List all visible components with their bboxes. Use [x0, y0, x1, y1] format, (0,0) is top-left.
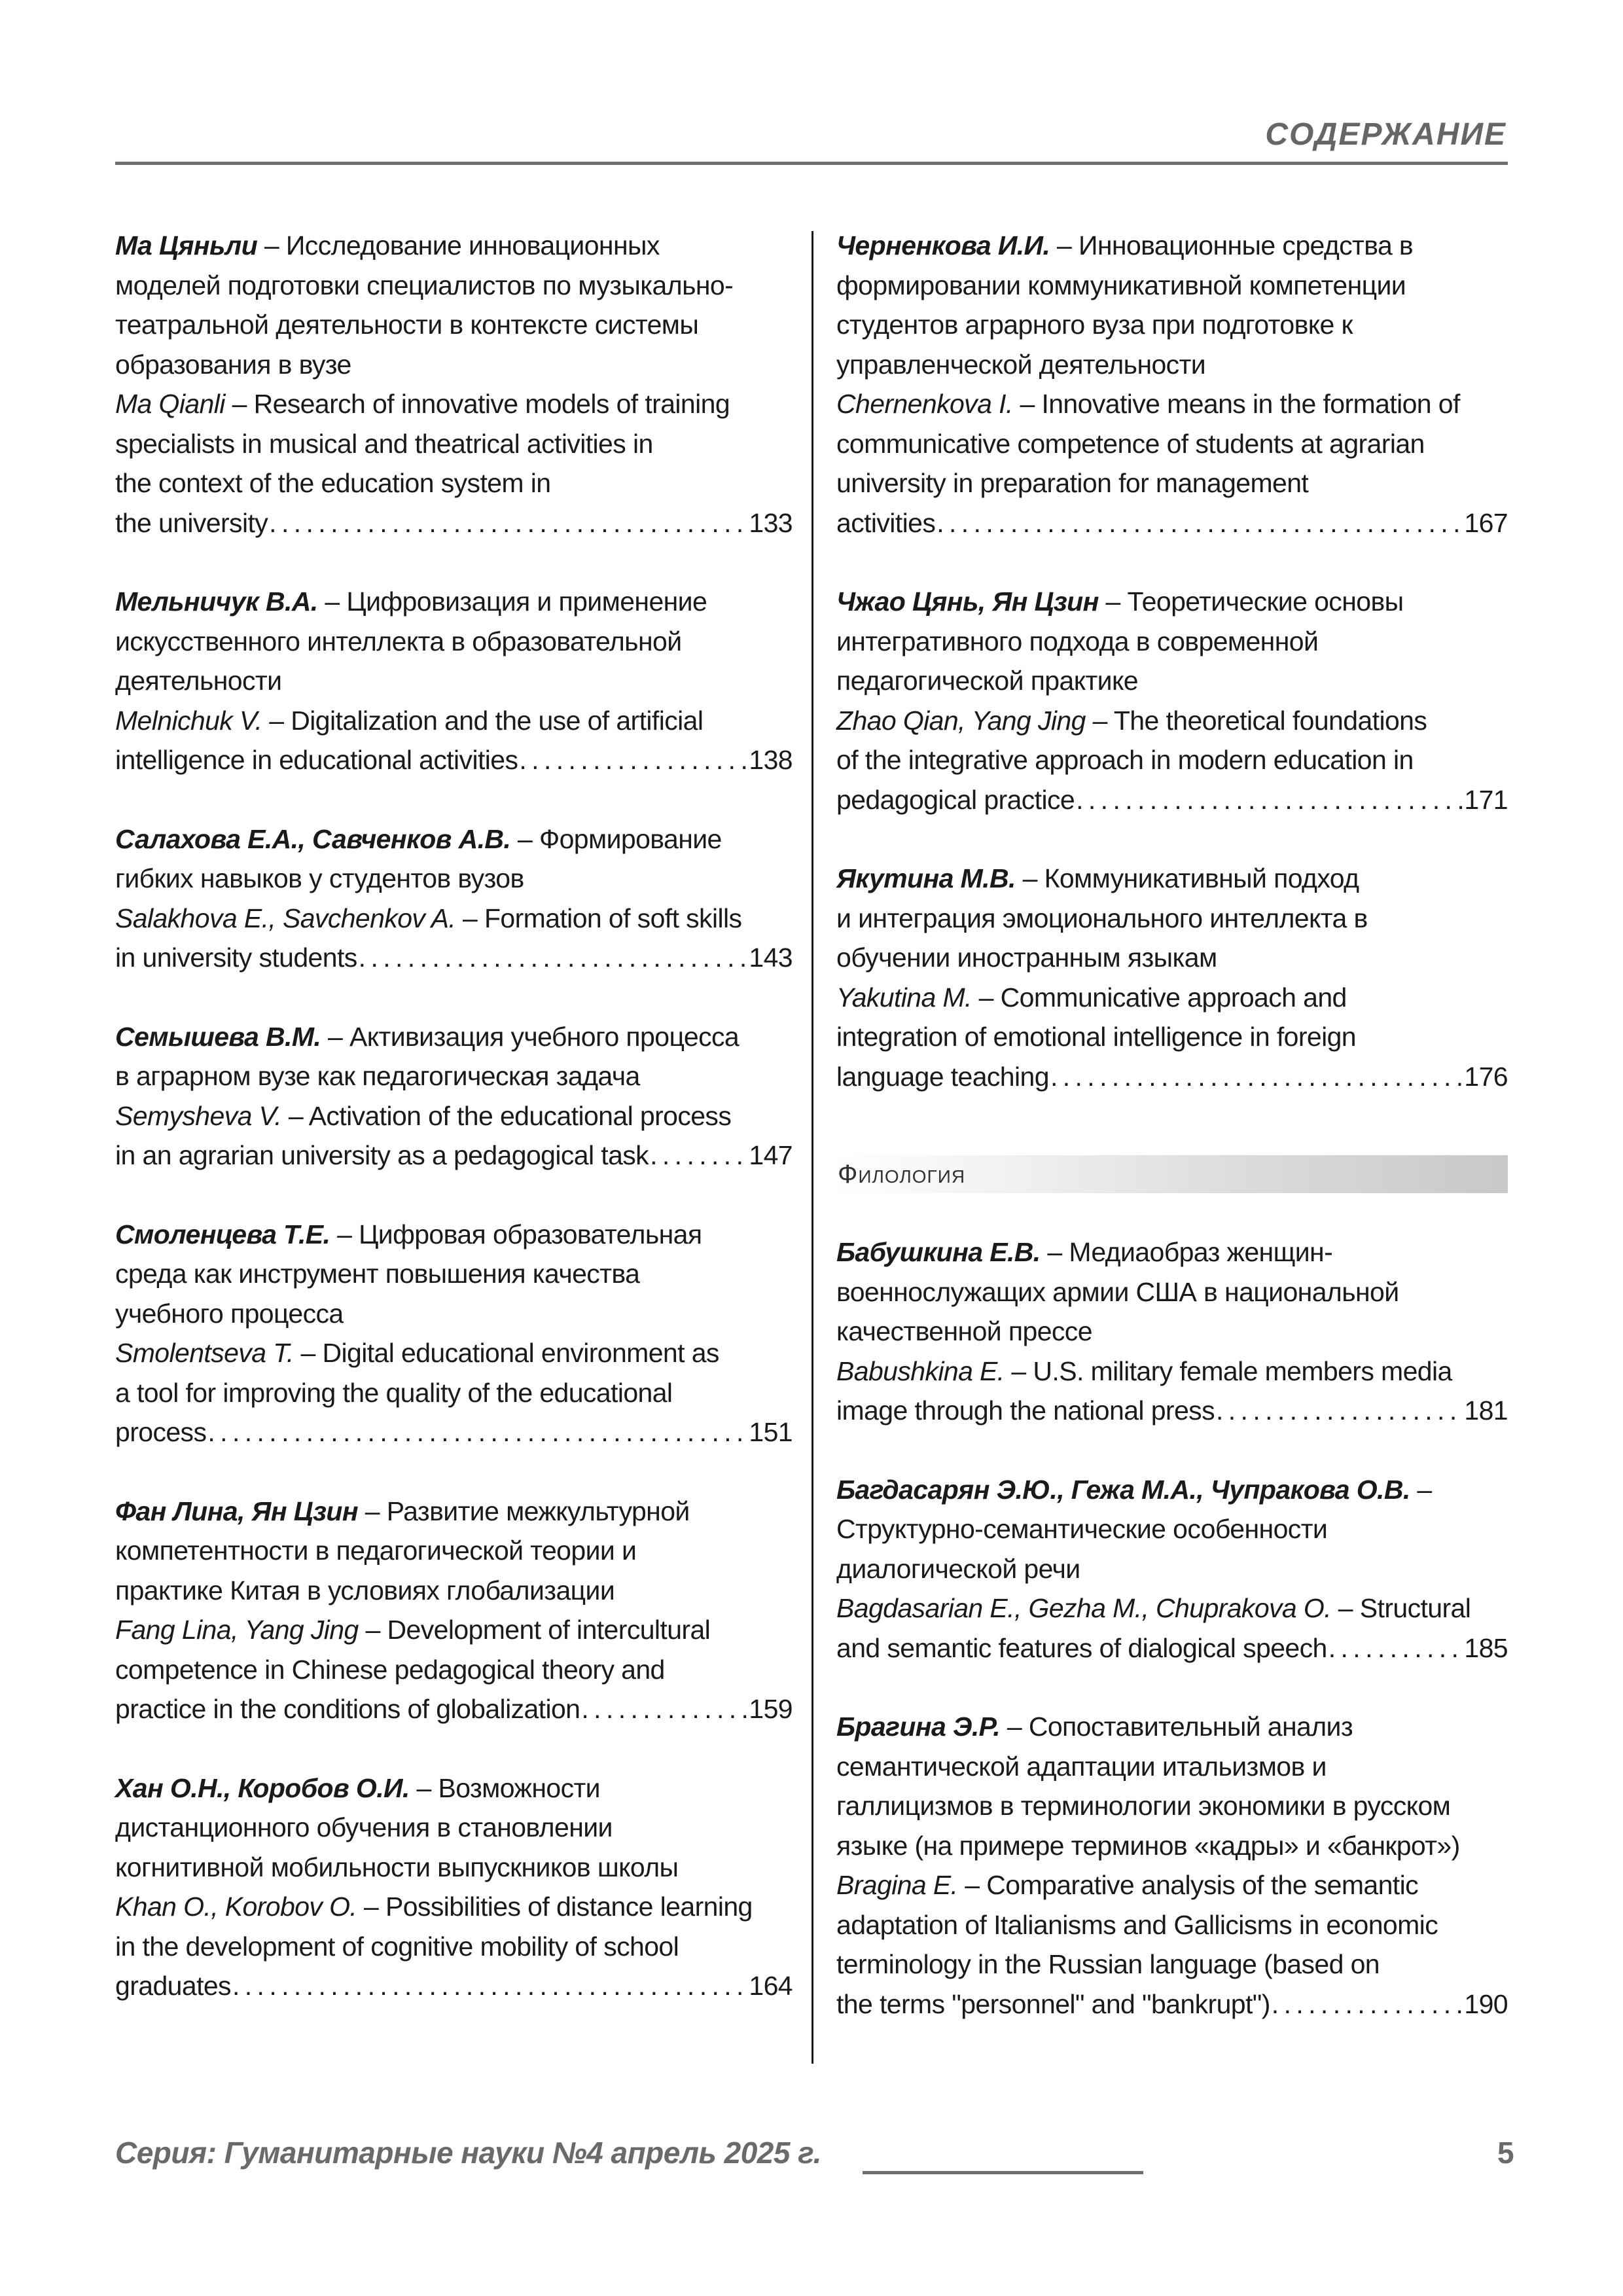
author-en: Babushkina E.	[836, 1355, 1005, 1386]
leader-dots	[1050, 1057, 1463, 1097]
title-ru-line	[115, 1808, 793, 1848]
leader-dots	[269, 503, 747, 543]
footer-series: Серия: Гуманитарные науки №4 апрель 2025 г.	[115, 2136, 821, 2170]
title-en-text: activities	[836, 507, 936, 538]
title-ru-line	[115, 1492, 793, 1532]
title-ru-text: – Медиаобраз женщин-	[1040, 1237, 1333, 1267]
title-en-line	[836, 1945, 1508, 1984]
toc-last-line	[115, 1689, 793, 1729]
author-ru: Бабушкина Е.В.	[836, 1237, 1041, 1267]
section-header-philology	[831, 1155, 1508, 1193]
page-number: 5	[1497, 2136, 1514, 2170]
title-en-text: – Development of intercultural	[358, 1615, 711, 1645]
title-ru-text: в аграрном вузе как педагогическая задача	[115, 1061, 640, 1091]
title-ru-text: –	[1410, 1474, 1432, 1505]
title-en-text: – Digitalization and the use of artificial	[262, 705, 704, 736]
author-ru: Чжао Цянь, Ян Цзин	[836, 586, 1099, 617]
title-ru-line	[115, 1056, 793, 1096]
title-ru-line	[115, 1254, 793, 1294]
title-ru-line	[836, 1707, 1508, 1747]
title-en-line	[836, 384, 1508, 424]
author-en: Salakhova E., Savchenkov A.	[115, 903, 456, 933]
toc-page-number[interactable]: 190	[1464, 1988, 1508, 2019]
title-en-line	[836, 701, 1508, 741]
title-ru-line	[836, 345, 1508, 385]
title-ru-line	[115, 1571, 793, 1611]
toc-page-number[interactable]: 143	[749, 942, 793, 973]
title-ru-line	[836, 622, 1508, 662]
title-en-text: practice in the conditions of globalization	[115, 1694, 580, 1724]
title-ru-line	[115, 345, 793, 385]
toc-entry[interactable]	[836, 1232, 1508, 1431]
toc-page-number[interactable]: 181	[1464, 1395, 1508, 1426]
title-ru-line	[115, 305, 793, 345]
toc-last-line	[836, 1057, 1508, 1097]
title-ru-line	[115, 661, 793, 701]
title-en-text: of the integrative approach in modern education in	[836, 745, 1414, 775]
footer-rule	[863, 2171, 1143, 2174]
title-ru-text: – Возможности	[409, 1772, 600, 1803]
title-ru-line	[115, 266, 793, 306]
title-ru-line	[115, 819, 793, 859]
toc-entry[interactable]	[115, 582, 793, 780]
title-en-text: a tool for improving the quality of the educational	[115, 1377, 673, 1408]
title-en-line	[836, 978, 1508, 1018]
title-en-text: – U.S. military female members media	[1004, 1355, 1452, 1386]
title-ru-line	[836, 1232, 1508, 1272]
title-en-text: – Possibilities of distance learning	[357, 1892, 753, 1922]
title-ru-line	[115, 1294, 793, 1334]
title-en-line	[836, 1352, 1508, 1391]
title-en-text: communicative competence of students at agrarian	[836, 428, 1425, 459]
title-ru-text: педагогической практике	[836, 666, 1138, 696]
title-en-text: image through the national press	[836, 1395, 1215, 1426]
title-en-text: integration of emotional intelligence in foreign	[836, 1022, 1357, 1052]
toc-entry[interactable]	[115, 1215, 793, 1452]
title-ru-line	[836, 1470, 1508, 1510]
leader-dots	[581, 1689, 747, 1729]
title-en-text: language teaching	[836, 1061, 1049, 1092]
title-en-text: and semantic features of dialogical speech	[836, 1632, 1327, 1663]
title-ru-line	[836, 938, 1508, 978]
title-en-line	[836, 1588, 1508, 1628]
title-en-line	[115, 463, 793, 503]
title-en-line	[115, 424, 793, 464]
author-en: Ma Qianli	[115, 389, 225, 419]
toc-page-number[interactable]: 167	[1464, 507, 1508, 538]
title-ru-line	[836, 305, 1508, 345]
toc-last-line	[115, 740, 793, 780]
toc-last-line	[115, 1136, 793, 1175]
title-ru-text: деятельности	[115, 666, 282, 696]
title-ru-line	[836, 1312, 1508, 1352]
title-ru-text: компетентности в педагогической теории и	[115, 1535, 637, 1566]
title-ru-text: искусственного интеллекта в образовательной	[115, 626, 682, 656]
title-ru-text: практике Китая в условиях глобализации	[115, 1575, 615, 1605]
title-en-line	[836, 1017, 1508, 1057]
title-ru-text: среда как инструмент повышения качества	[115, 1259, 640, 1289]
toc-last-line	[115, 503, 793, 543]
title-en-line	[115, 1373, 793, 1413]
title-ru-line	[836, 1747, 1508, 1787]
leader-dots	[1272, 1984, 1463, 2024]
title-ru-line	[115, 1017, 793, 1057]
toc-entry[interactable]	[115, 1492, 793, 1729]
toc-last-line	[836, 1628, 1508, 1668]
toc-entry[interactable]	[115, 1017, 793, 1175]
toc-left-column	[115, 226, 793, 2045]
toc-page-number[interactable]: 159	[749, 1694, 793, 1724]
toc-entry[interactable]	[836, 582, 1508, 819]
title-ru-text: – Исследование инновационных	[257, 230, 660, 260]
title-en-line	[836, 463, 1508, 503]
toc-page-number[interactable]: 151	[749, 1417, 793, 1447]
leader-dots	[650, 1136, 747, 1175]
author-ru: Якутина М.В.	[836, 863, 1016, 893]
author-en: Yakutina M.	[836, 982, 972, 1013]
toc-last-line	[115, 938, 793, 978]
toc-last-line	[115, 1412, 793, 1452]
title-en-line	[115, 1333, 793, 1373]
author-ru: Багдасарян Э.Ю., Гежа М.А., Чупракова О.В.	[836, 1474, 1410, 1505]
toc-entry[interactable]	[836, 226, 1508, 543]
section-title: Филология	[838, 1159, 966, 1189]
title-en-line	[115, 1887, 793, 1927]
title-ru-text: гибких навыков у студентов вузов	[115, 863, 524, 893]
title-en-line	[836, 1865, 1508, 1905]
leader-dots	[1329, 1628, 1463, 1668]
leader-dots	[359, 938, 748, 978]
title-en-text: – Activation of the educational process	[281, 1100, 732, 1131]
title-en-text: – Digital educational environment as	[293, 1338, 719, 1368]
title-ru-text: учебного процесса	[115, 1298, 344, 1329]
title-ru-text: галлицизмов в терминологии экономики в русском	[836, 1791, 1451, 1821]
title-en-text: – The theoretical foundations	[1085, 705, 1427, 736]
header-rule	[115, 162, 1508, 165]
author-ru: Смоленцева Т.Е.	[115, 1219, 330, 1249]
title-en-text: university in preparation for management	[836, 468, 1309, 498]
toc-last-line	[115, 1966, 793, 2006]
leader-dots	[232, 1966, 747, 2006]
toc-entry[interactable]	[836, 1470, 1508, 1668]
title-ru-line	[115, 1848, 793, 1888]
title-en-text: – Comparative analysis of the semantic	[957, 1870, 1419, 1900]
title-ru-line	[115, 1531, 793, 1571]
toc-entry[interactable]	[115, 819, 793, 978]
toc-page-number[interactable]: 185	[1464, 1632, 1508, 1663]
title-ru-text: – Теоретические основы	[1098, 586, 1404, 617]
toc-page-number[interactable]: 147	[749, 1140, 793, 1170]
title-en-line	[115, 1927, 793, 1967]
title-ru-text: – Цифровая образовательная	[330, 1219, 702, 1249]
toc-right-column	[836, 226, 1508, 2063]
title-en-text: process	[115, 1417, 207, 1447]
title-en-text: terminology in the Russian language (based on	[836, 1949, 1380, 1979]
title-ru-text: – Сопоставительный анализ	[1000, 1712, 1353, 1742]
toc-page-number[interactable]: 138	[749, 745, 793, 775]
title-en-line	[115, 701, 793, 741]
toc-entry[interactable]	[115, 1768, 793, 2006]
author-ru: Черненкова И.И.	[836, 230, 1050, 260]
title-ru-text: диалогической речи	[836, 1553, 1080, 1584]
author-ru: Ма Цяньли	[115, 230, 258, 260]
toc-last-line	[836, 1391, 1508, 1431]
title-en-text: – Innovative means in the formation of	[1012, 389, 1460, 419]
title-ru-text: обучении иностранным языкам	[836, 942, 1217, 973]
author-en: Bagdasarian E., Gezha M., Chuprakova O.	[836, 1593, 1332, 1623]
title-en-text: pedagogical practice	[836, 784, 1075, 815]
title-ru-line	[836, 1272, 1508, 1312]
title-ru-text: военнослужащих армии США в национальной	[836, 1276, 1399, 1307]
title-en-text: intelligence in educational activities	[115, 745, 518, 775]
title-en-text: the university	[115, 507, 268, 538]
title-en-text: competence in Chinese pedagogical theory and	[115, 1654, 665, 1685]
title-ru-line	[836, 1826, 1508, 1866]
title-ru-text: интегративного подхода в современной	[836, 626, 1319, 656]
toc-page-number[interactable]: 164	[749, 1971, 793, 2001]
title-en-line	[836, 1905, 1508, 1945]
title-ru-line	[836, 859, 1508, 899]
title-ru-text: качественной прессе	[836, 1316, 1092, 1346]
title-en-line	[115, 1610, 793, 1650]
title-ru-text: образования в вузе	[115, 349, 351, 380]
author-ru: Фан Лина, Ян Цзин	[115, 1496, 358, 1526]
title-en-text: – Research of innovative models of training	[224, 389, 730, 419]
leader-dots	[1076, 780, 1463, 820]
title-ru-line	[836, 661, 1508, 701]
title-ru-line	[115, 1768, 793, 1808]
title-ru-text: языке (на примере терминов «кадры» и «банкрот»)	[836, 1830, 1460, 1861]
title-ru-line	[836, 226, 1508, 266]
leader-dots	[1216, 1391, 1463, 1431]
title-en-text: – Structural	[1331, 1593, 1471, 1623]
title-ru-line	[115, 622, 793, 662]
title-ru-line	[115, 582, 793, 622]
author-ru: Хан О.Н., Коробов О.И.	[115, 1772, 410, 1803]
title-ru-text: – Инновационные средства в	[1050, 230, 1414, 260]
toc-entry[interactable]	[836, 859, 1508, 1096]
title-en-text: – Formation of soft skills	[455, 903, 742, 933]
author-en: Chernenkova I.	[836, 389, 1013, 419]
toc-last-line	[836, 780, 1508, 820]
title-ru-text: формировании коммуникативной компетенции	[836, 270, 1406, 300]
title-ru-line	[836, 1786, 1508, 1826]
author-en: Semysheva V.	[115, 1100, 282, 1131]
title-ru-line	[115, 226, 793, 266]
title-ru-text: когнитивной мобильности выпускников школы	[115, 1852, 679, 1882]
leader-dots	[519, 740, 747, 780]
title-ru-text: дистанционного обучения в становлении	[115, 1812, 613, 1842]
author-en: Khan O., Korobov O.	[115, 1892, 357, 1922]
toc-page-number[interactable]: 176	[1464, 1061, 1508, 1092]
toc-last-line	[836, 503, 1508, 543]
title-ru-text: и интеграция эмоционального интеллекта в	[836, 903, 1368, 933]
toc-entry[interactable]	[836, 1707, 1508, 2024]
title-ru-line	[836, 899, 1508, 939]
title-ru-text: Структурно-семантические особенности	[836, 1514, 1328, 1544]
title-en-line	[115, 384, 793, 424]
author-ru: Брагина Э.Р.	[836, 1712, 1001, 1742]
title-ru-text: – Развитие межкультурной	[358, 1496, 690, 1526]
title-ru-line	[836, 1509, 1508, 1549]
author-en: Bragina E.	[836, 1870, 958, 1900]
title-en-line	[115, 899, 793, 939]
title-en-text: the context of the education system in	[115, 468, 551, 498]
title-ru-text: семантической адаптации итальизмов и	[836, 1751, 1327, 1782]
title-en-text: adaptation of Italianisms and Gallicisms in economic	[836, 1909, 1438, 1940]
title-en-text: in the development of cognitive mobility of school	[115, 1931, 679, 1962]
title-ru-text: театральной деятельности в контексте системы	[115, 310, 699, 340]
title-en-line	[115, 1096, 793, 1136]
leader-dots	[936, 503, 1463, 543]
title-ru-text: студентов аграрного вуза при подготовке к	[836, 310, 1353, 340]
title-en-text: graduates	[115, 1971, 231, 2001]
leader-dots	[207, 1412, 747, 1452]
title-en-text: in university students	[115, 942, 357, 973]
title-ru-line	[115, 859, 793, 899]
author-ru: Мельничук В.А.	[115, 586, 318, 617]
title-ru-text: – Активизация учебного процесса	[321, 1021, 740, 1052]
title-ru-text: – Формирование	[510, 823, 722, 854]
author-en: Fang Lina, Yang Jing	[115, 1615, 359, 1645]
title-en-line	[836, 424, 1508, 464]
title-en-text: in an agrarian university as a pedagogical task	[115, 1140, 649, 1170]
toc-page-number[interactable]: 171	[1464, 784, 1508, 815]
title-ru-line	[115, 1215, 793, 1255]
column-divider	[812, 231, 813, 2064]
toc-page-number[interactable]: 133	[749, 507, 793, 538]
title-en-text: – Communicative approach and	[971, 982, 1347, 1013]
author-ru: Салахова Е.А., Савченков А.В.	[115, 823, 511, 854]
title-ru-text: – Коммуникативный подход	[1015, 863, 1359, 893]
title-ru-line	[836, 582, 1508, 622]
title-ru-line	[836, 1549, 1508, 1589]
author-ru: Семышева В.М.	[115, 1021, 321, 1052]
title-en-line	[836, 740, 1508, 780]
toc-entry[interactable]	[115, 226, 793, 543]
title-en-line	[115, 1650, 793, 1690]
title-en-text: the terms "personnel" and "bankrupt")	[836, 1988, 1270, 2019]
author-en: Smolentseva T.	[115, 1338, 294, 1368]
author-en: Melnichuk V.	[115, 705, 262, 736]
title-ru-text: моделей подготовки специалистов по музыкально-	[115, 270, 734, 300]
title-ru-line	[836, 266, 1508, 306]
title-ru-text: управленческой деятельности	[836, 349, 1206, 380]
title-en-text: specialists in musical and theatrical activities in	[115, 428, 653, 459]
page-title: СОДЕРЖАНИЕ	[1265, 117, 1507, 152]
toc-last-line	[836, 1984, 1508, 2024]
title-ru-text: – Цифровизация и применение	[317, 586, 707, 617]
author-en: Zhao Qian, Yang Jing	[836, 705, 1086, 736]
